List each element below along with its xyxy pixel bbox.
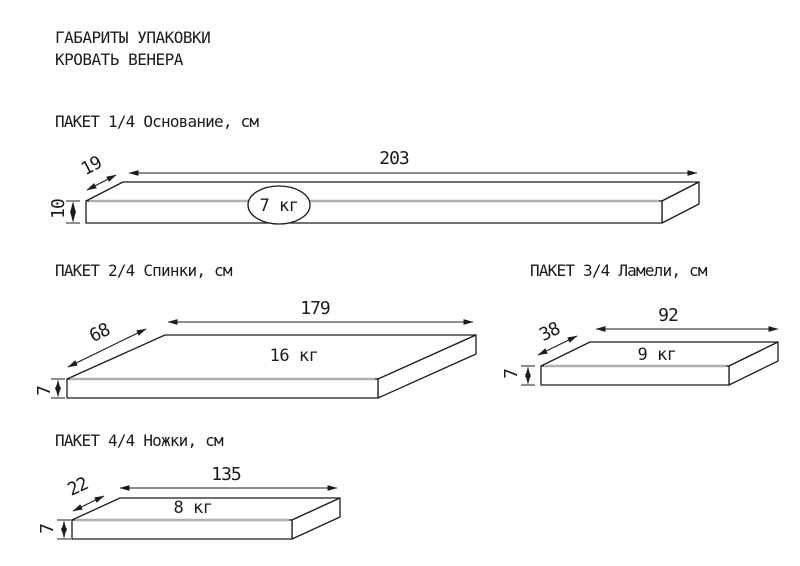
doc-title-line2: КРОВАТЬ ВЕНЕРА <box>55 50 183 69</box>
package-2-length-label: 179 <box>300 298 330 319</box>
package-1-length-label: 203 <box>379 148 409 169</box>
package-1-weight-label: 7 кг <box>259 196 299 216</box>
package-2-depth-label: 68 <box>86 319 114 347</box>
package-3-drawing <box>501 261 778 385</box>
package-4-drawing <box>37 431 340 539</box>
package-3-weight-label: 9 кг <box>637 345 677 365</box>
package-1-depth-label: 19 <box>77 152 106 181</box>
package-3-length-label: 92 <box>658 305 678 326</box>
package-2-front-face <box>67 379 378 398</box>
package-1-height-label: 10 <box>48 199 69 219</box>
package-3-depth-label: 38 <box>536 318 564 346</box>
package-4-length-label: 135 <box>211 464 241 485</box>
package-2-title: ПАКЕТ 2/4 Спинки, см <box>55 261 232 280</box>
package-3-title: ПАКЕТ 3/4 Ламели, см <box>530 261 707 280</box>
package-4-height-label: 7 <box>37 524 58 534</box>
package-4-depth-label: 22 <box>64 473 92 501</box>
package-1-top-face <box>86 182 699 201</box>
package-4-weight-label: 8 кг <box>173 498 213 518</box>
package-4-front-face <box>72 520 292 539</box>
package-2-height-label: 7 <box>34 386 55 396</box>
package-3-front-face <box>541 366 729 385</box>
package-4-title: ПАКЕТ 4/4 Ножки, см <box>55 431 223 450</box>
doc-title-line1: ГАБАРИТЫ УПАКОВКИ <box>55 28 211 47</box>
package-1-drawing <box>48 112 699 224</box>
package-1-title: ПАКЕТ 1/4 Основание, см <box>55 112 259 131</box>
package-1-front-face <box>86 201 662 223</box>
package-2-weight-label: 16 кг <box>269 346 319 366</box>
package-2-drawing <box>34 261 476 398</box>
package-3-height-label: 7 <box>501 369 522 379</box>
